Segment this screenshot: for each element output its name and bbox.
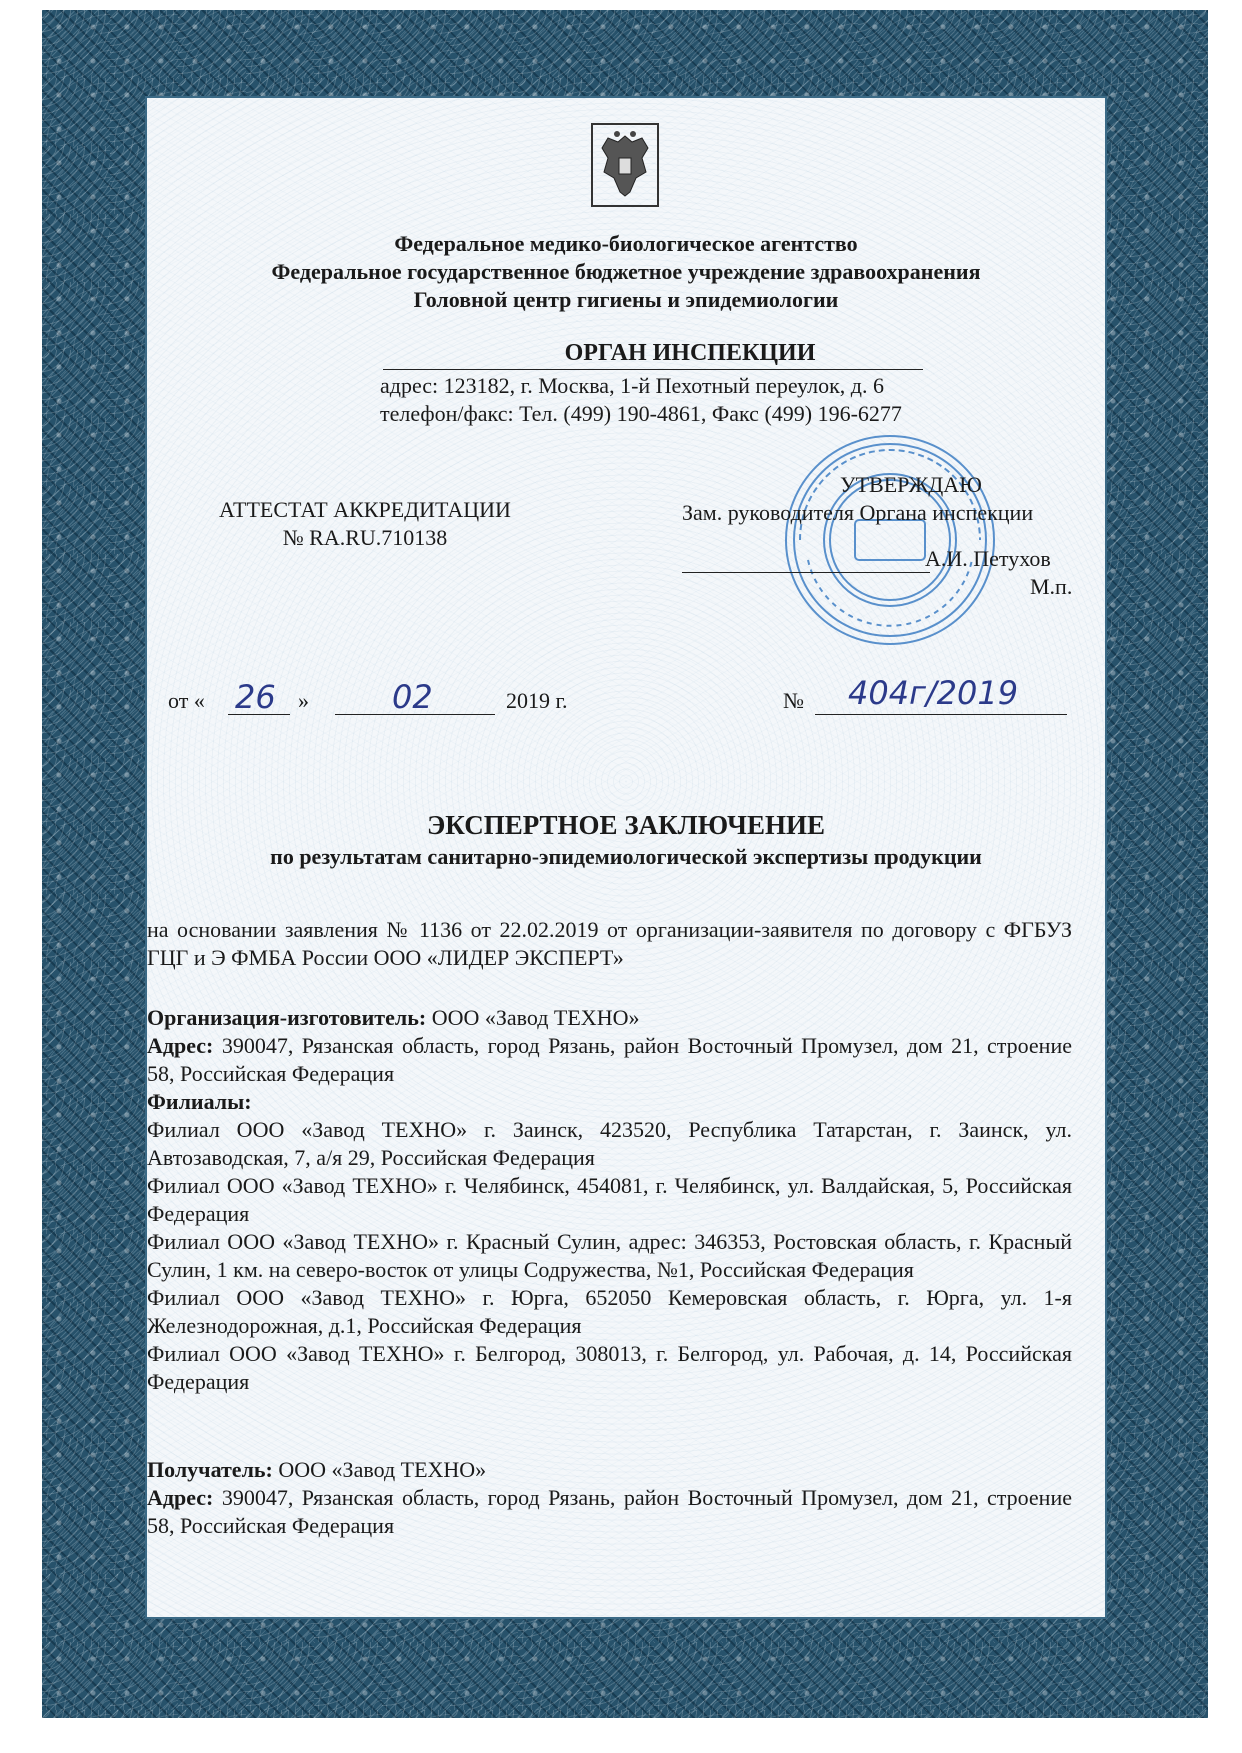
recipient-block — [147, 1456, 1072, 1540]
branch-item: Филиал ООО «Завод ТЕХНО» г. Белгород, 308013, г. Белгород, ул. Рабочая, д. 14, Российская Федерация — [147, 1341, 1072, 1394]
branches-label: Филиалы: — [147, 1089, 252, 1114]
approver-name: А.И. Петухов — [925, 546, 1051, 571]
recipient-address-line — [147, 1484, 1072, 1540]
basis-text: на основании заявления № 1136 от 22.02.2019 от организации-заявителя по договору с ФГБУЗ ГЦГ и Э ФМБА России ООО «ЛИДЕР ЭКСПЕРТ» — [147, 917, 1072, 970]
manufacturer-block — [147, 1004, 1072, 1396]
approve-label: УТВЕРЖДАЮ — [840, 472, 982, 497]
date-year: 2019 г. — [506, 688, 568, 713]
accreditation-label: АТТЕСТАТ АККРЕДИТАЦИИ — [219, 497, 511, 522]
recipient-label: Получатель: — [147, 1457, 273, 1482]
date-day: 26 — [235, 678, 276, 716]
recipient-line — [147, 1456, 1072, 1484]
manufacturer-label: Организация-изготовитель: — [147, 1005, 427, 1030]
title-underline — [383, 369, 923, 370]
branches-label-line — [147, 1088, 1072, 1116]
signature-line — [682, 572, 930, 573]
branch-item: Филиал ООО «Завод ТЕХНО» г. Юрга, 652050 Кемеровская область, г. Юрга, ул. 1-я Железнодорожная, д.1, Российская Федерация — [147, 1285, 1072, 1338]
inspection-body-title: ОРГАН ИНСПЕКЦИИ — [564, 340, 816, 366]
header-block — [147, 230, 1105, 314]
doc-number: 404г/2019 — [848, 674, 1019, 712]
recipient-value: ООО «Завод ТЕХНО» — [272, 1457, 487, 1482]
date-month: 02 — [392, 678, 433, 716]
recipient-address-label: Адрес: — [147, 1485, 214, 1510]
accreditation-block — [200, 496, 530, 552]
center-name: Головной центр гигиены и эпидемиологии — [413, 287, 839, 312]
agency-name: Федеральное медико-биологическое агентство — [394, 231, 858, 256]
recipient-address: 390047, Рязанская область, город Рязань, район Восточный Промузел, дом 21, строение 58, Российская Федерация — [147, 1485, 1072, 1538]
manufacturer-value: ООО «Завод ТЕХНО» — [426, 1005, 640, 1030]
date-from-prefix: от « — [168, 688, 205, 713]
date-quote-close: » — [298, 688, 309, 713]
branch-item: Филиал ООО «Завод ТЕХНО» г. Заинск, 423520, Республика Татарстан, г. Заинск, ул. Автозаводская, 7, а/я 29, Российская Федерация — [147, 1117, 1072, 1170]
manufacturer-line — [147, 1004, 1072, 1032]
manufacturer-address-label: Адрес: — [147, 1033, 214, 1058]
coat-of-arms-icon — [590, 122, 660, 208]
inspection-address-block — [380, 372, 940, 428]
institution-name: Федеральное государственное бюджетное учреждение здравоохранения — [271, 259, 981, 284]
document-title: ЭКСПЕРТНОЕ ЗАКЛЮЧЕНИЕ — [427, 810, 825, 840]
basis-paragraph — [147, 916, 1072, 972]
document-subtitle: по результатам санитарно-эпидемиологической экспертизы продукции — [270, 844, 982, 869]
inspection-address: адрес: 123182, г. Москва, 1-й Пехотный переулок, д. 6 — [380, 373, 884, 398]
manufacturer-address: 390047, Рязанская область, город Рязань, район Восточный Промузел, дом 21, строение 58, Российская Федерация — [147, 1033, 1072, 1086]
doc-number-label: № — [783, 688, 804, 713]
manufacturer-address-line — [147, 1032, 1072, 1088]
approver-role: Зам. руководителя Органа инспекции — [682, 500, 1034, 525]
accreditation-number: № RA.RU.710138 — [282, 525, 448, 550]
branch-item: Филиал ООО «Завод ТЕХНО» г. Красный Сулин, адрес: 346353, Ростовская область, г. Красный Сулин, 1 км. на северо-восток от улицы Содружества, №1, Российская Федерация — [147, 1229, 1072, 1282]
inspection-phone: телефон/факс: Тел. (499) 190-4861, Факс (499) 196-6277 — [380, 401, 902, 426]
branch-item: Филиал ООО «Завод ТЕХНО» г. Челябинск, 454081, г. Челябинск, ул. Валдайская, 5, Российская Федерация — [147, 1173, 1072, 1226]
round-seal-stamp — [760, 430, 1020, 650]
seal-place-label: М.п. — [1030, 574, 1073, 599]
